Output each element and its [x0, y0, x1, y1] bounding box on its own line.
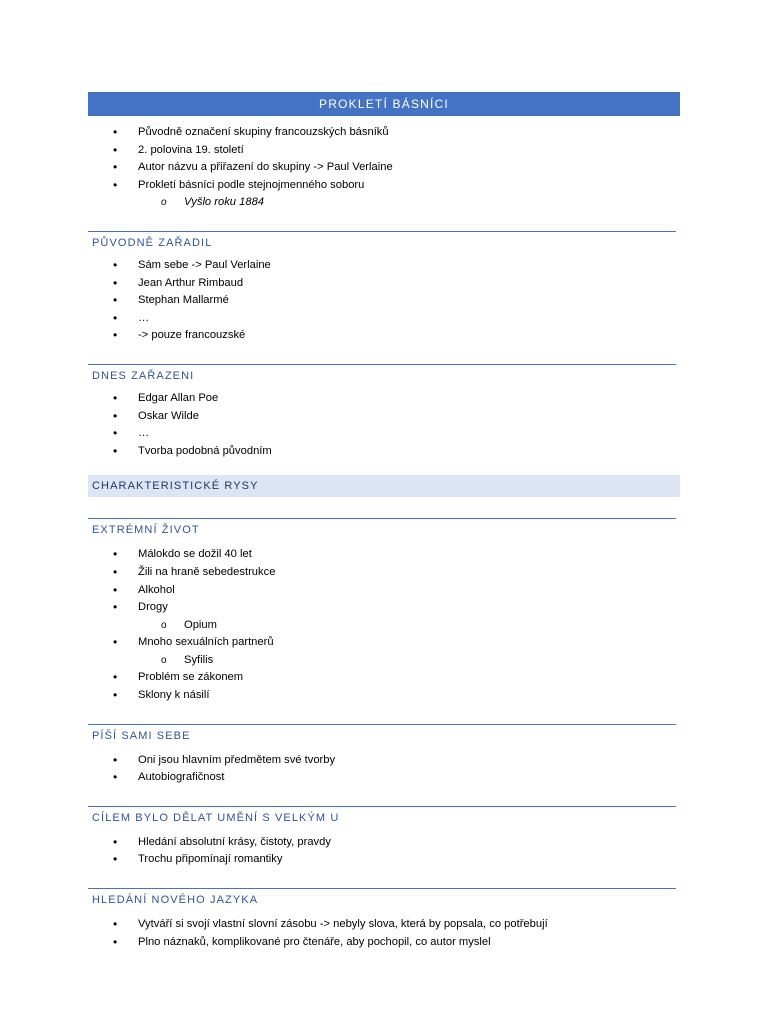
- list-item: • -> pouze francouzské: [88, 327, 680, 345]
- section-pisi: [88, 724, 680, 787]
- zivot-list-end: [88, 669, 680, 704]
- section-puvodne: [88, 231, 680, 345]
- document-title: PROKLETÍ BÁSNÍCI: [88, 92, 680, 116]
- sub-list-item: o Opium: [88, 617, 680, 635]
- dnes-list: [88, 390, 680, 460]
- list-item: • Oskar Wilde: [88, 408, 680, 426]
- list-item: • Stephan Mallarmé: [88, 292, 680, 310]
- list-item: • Málokdo se dožil 40 let: [88, 546, 680, 564]
- section-banner-rysy: CHARAKTERISTICKÉ RYSY: [88, 475, 680, 497]
- zivot-list-cont: [88, 634, 680, 652]
- intro-list: [88, 124, 680, 194]
- list-item: • Mnoho sexuálních partnerů: [88, 634, 680, 652]
- section-dnes: [88, 364, 680, 460]
- pisi-list: [88, 752, 680, 787]
- list-item: • Plno náznaků, komplikované pro čtenáře, aby pochopil, co autor myslel: [88, 934, 680, 952]
- section-heading: HLEDÁNÍ NOVÉHO JAZYKA: [88, 888, 676, 906]
- section-jazyk: [88, 888, 680, 951]
- list-item: • Hledání absolutní krásy, čistoty, pravdy: [88, 834, 680, 852]
- list-item: • Autobiografičnost: [88, 769, 680, 787]
- section-zivot: [88, 518, 680, 704]
- section-heading: EXTRÉMNÍ ŽIVOT: [88, 518, 676, 536]
- list-item: • Žili na hraně sebedestrukce: [88, 564, 680, 582]
- section-cilem: [88, 806, 680, 869]
- list-item: • 2. polovina 19. století: [88, 142, 680, 160]
- list-item: • Edgar Allan Poe: [88, 390, 680, 408]
- sub-list-item: o Vyšlo roku 1884: [88, 194, 680, 212]
- jazyk-list: [88, 916, 680, 951]
- list-item: • Sám sebe -> Paul Verlaine: [88, 257, 680, 275]
- cilem-list: [88, 834, 680, 869]
- intro-section: [88, 124, 680, 212]
- list-item: • …: [88, 310, 680, 328]
- list-item: • Problém se zákonem: [88, 669, 680, 687]
- intro-sublist: [88, 194, 680, 212]
- list-item: • Autor názvu a přiřazení do skupiny -> Paul Verlaine: [88, 159, 680, 177]
- list-item: • Tvorba podobná původním: [88, 443, 680, 461]
- document-page: [88, 92, 680, 951]
- drogy-sublist: [88, 617, 680, 635]
- section-heading: CÍLEM BYLO DĚLAT UMĚNÍ S VELKÝM U: [88, 806, 676, 824]
- list-item: • Jean Arthur Rimbaud: [88, 275, 680, 293]
- list-item: • Trochu připomínají romantiky: [88, 851, 680, 869]
- list-item: • Vytváří si svojí vlastní slovní zásobu -> nebyly slova, která by popsala, co potřebují: [88, 916, 680, 934]
- list-item: • Alkohol: [88, 582, 680, 600]
- section-heading: PÍŠÍ SAMI SEBE: [88, 724, 676, 742]
- list-item: • Prokletí básníci podle stejnojmenného soboru: [88, 177, 680, 195]
- list-item: • Oni jsou hlavním předmětem své tvorby: [88, 752, 680, 770]
- list-item: • Sklony k násilí: [88, 687, 680, 705]
- partneri-sublist: [88, 652, 680, 670]
- zivot-list: [88, 546, 680, 616]
- sub-list-item: o Syfilis: [88, 652, 680, 670]
- list-item: • Drogy: [88, 599, 680, 617]
- list-item: • …: [88, 425, 680, 443]
- section-heading: DNES ZAŘAZENI: [88, 364, 676, 382]
- section-heading: PŮVODNĚ ZAŘADIL: [88, 231, 676, 249]
- puvodne-list: [88, 257, 680, 345]
- list-item: • Původně označení skupiny francouzských básníků: [88, 124, 680, 142]
